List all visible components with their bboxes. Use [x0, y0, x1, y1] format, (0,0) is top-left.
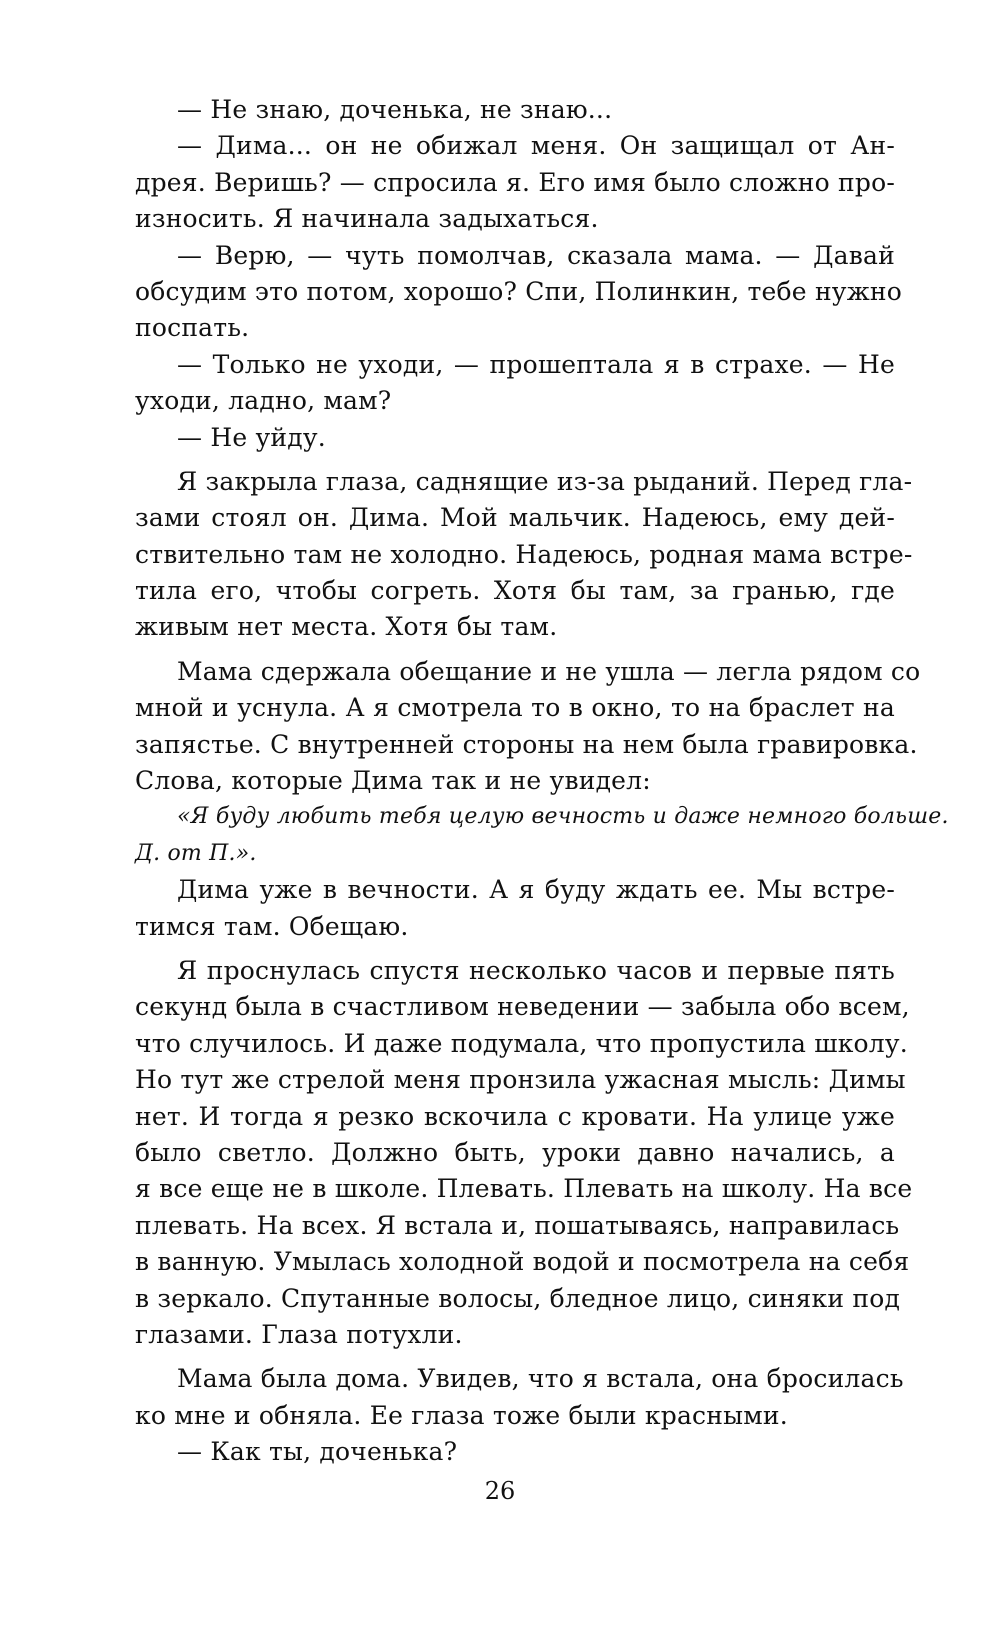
text-line: — Только не уходи, — прошептала я в страхе. — Не — [177, 349, 895, 379]
book-page-text — [135, 92, 949, 1470]
text-line: ствительно там не холодно. Надеюсь, родная мама встре- — [135, 539, 913, 569]
text-line: Мама была дома. Увидев, что я встала, она бросилась — [177, 1364, 904, 1394]
engraving-quote-line: Д. от П.». — [135, 840, 257, 866]
text-line: ко мне и обняла. Ее глаза тоже были красными. — [135, 1400, 788, 1430]
text-line: живым нет места. Хотя бы там. — [135, 612, 558, 642]
text-line: секунд была в счастливом неведении — забыла обо всем, — [135, 992, 910, 1022]
text-line: обсудим это потом, хорошо? Спи, Полинкин, тебе нужно — [135, 276, 903, 306]
text-line: Я проснулась спустя несколько часов и первые пять — [177, 955, 895, 985]
text-line: мной и уснула. А я смотрела то в окно, то на браслет на — [135, 693, 895, 723]
text-line: тимся там. Обещаю. — [135, 911, 409, 941]
text-line: износить. Я начинала задыхаться. — [135, 204, 599, 234]
text-line: нет. И тогда я резко вскочила с кровати. На улице уже — [135, 1101, 895, 1131]
text-line: — Верю, — чуть помолчав, сказала мама. — Давай — [177, 240, 895, 270]
text-line: в ванную. Умылась холодной водой и посмотрела на себя — [135, 1247, 910, 1277]
text-line: уходи, ладно, мам? — [135, 386, 392, 416]
text-line: было светло. Должно быть, уроки давно начались, а — [135, 1137, 895, 1167]
text-line: Дима уже в вечности. А я буду ждать ее. Мы встре- — [177, 875, 895, 905]
text-line: Мама сдержала обещание и не ушла — легла рядом со — [177, 656, 921, 686]
text-line: — Как ты, доченька? — [177, 1437, 458, 1467]
text-line: запястье. С внутренней стороны на нем была гравировка. — [135, 729, 918, 759]
text-line: я все еще не в школе. Плевать. Плевать на школу. На все — [135, 1174, 913, 1204]
text-line: дрея. Веришь? — спросила я. Его имя было сложно про- — [135, 167, 895, 197]
text-line: в зеркало. Спутанные волосы, бледное лицо, синяки под — [135, 1283, 901, 1313]
text-line: что случилось. И даже подумала, что пропустила школу. — [135, 1028, 908, 1058]
text-line: Слова, которые Дима так и не увидел: — [135, 766, 651, 796]
text-line: поспать. — [135, 313, 250, 343]
text-line: Я закрыла глаза, саднящие из-за рыданий. Перед гла- — [177, 466, 913, 496]
text-line: — Не знаю, доченька, не знаю... — [177, 95, 613, 124]
text-line: тила его, чтобы согреть. Хотя бы там, за гранью, где — [135, 576, 895, 606]
text-line: — Дима... он не обижал меня. Он защищал от Ан- — [177, 131, 895, 161]
text-line: — Не уйду. — [177, 422, 326, 452]
text-line: глазами. Глаза потухли. — [135, 1319, 463, 1349]
text-line: плевать. На всех. Я встала и, пошатываясь, направилась — [135, 1210, 900, 1240]
engraving-quote-line: «Я буду любить тебя целую вечность и даже немного больше. — [177, 804, 949, 830]
text-line: зами стоял он. Дима. Мой мальчик. Надеюсь, ему дей- — [135, 503, 895, 533]
text-line: Но тут же стрелой меня пронзила ужасная мысль: Димы — [135, 1065, 906, 1095]
page-number: 26 — [484, 1477, 516, 1505]
